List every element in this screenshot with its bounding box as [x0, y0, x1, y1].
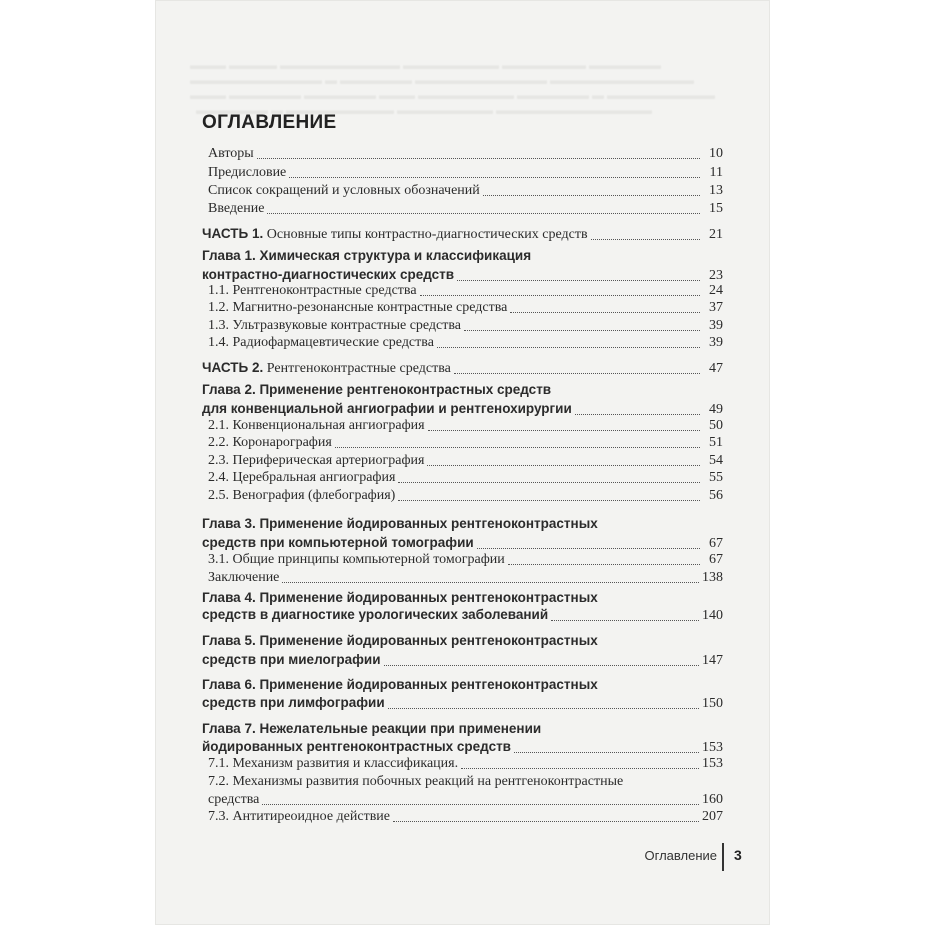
- toc-entry[interactable]: [0, 486, 925, 505]
- dot-leader: [289, 176, 700, 178]
- dot-leader: [508, 563, 700, 565]
- page-number: 67: [709, 552, 723, 567]
- dot-leader: [510, 311, 700, 313]
- entry-label: средств при лимфографии: [202, 695, 385, 710]
- entry-label: 2.4. Церебральная ангиография: [208, 470, 396, 485]
- entry-label: 2.5. Венография (флебография): [208, 488, 396, 503]
- dot-leader: [335, 446, 700, 448]
- dot-leader: [514, 751, 699, 753]
- dot-leader: [420, 294, 700, 296]
- dot-leader: [461, 767, 699, 769]
- dot-leader: [427, 464, 700, 466]
- dot-leader: [464, 329, 700, 331]
- part-prefix: ЧАСТЬ 1.: [202, 226, 264, 241]
- dot-leader: [398, 499, 700, 501]
- toc-chapter-entry[interactable]: [0, 693, 925, 712]
- toc-entry[interactable]: [0, 199, 925, 218]
- toc-part-entry[interactable]: [0, 358, 925, 377]
- entry-label: средств в диагностике урологических заболеваний: [202, 607, 549, 622]
- chapter-title-line[interactable]: Глава 5. Применение йодированных рентгеноконтрастных: [202, 633, 598, 648]
- page-number: 39: [709, 318, 723, 333]
- dot-leader: [267, 212, 700, 214]
- entry-label: контрастно-диагностических средств: [202, 267, 455, 282]
- chapter-title-line[interactable]: Глава 2. Применение рентгеноконтрастных средств: [202, 382, 552, 397]
- entry-label: йодированных рентгеноконтрастных средств: [202, 739, 511, 754]
- page-number: 153: [702, 740, 723, 755]
- page-number: 51: [709, 435, 723, 450]
- entry-label: 2.3. Периферическая артериография: [208, 453, 425, 468]
- page-number: 140: [702, 608, 723, 623]
- toc-entry[interactable]: [0, 333, 925, 352]
- page-number: 67: [709, 536, 723, 551]
- dot-leader: [591, 238, 700, 240]
- page-number: 39: [709, 335, 723, 350]
- entry-label: Авторы: [208, 146, 254, 161]
- toc-entry[interactable]: [0, 550, 925, 569]
- chapter-title-line[interactable]: Глава 7. Нежелательные реакции при применении: [202, 721, 542, 736]
- entry-label: 1.4. Радиофармацевтические средства: [208, 335, 434, 350]
- toc-entry[interactable]: [0, 468, 925, 487]
- page-number: 13: [709, 183, 723, 198]
- page-number: 21: [709, 227, 723, 242]
- page-number: 160: [702, 792, 723, 807]
- chapter-title-line[interactable]: Глава 3. Применение йодированных рентгеноконтрастных: [202, 516, 598, 531]
- page-number: 47: [709, 361, 723, 376]
- page-number: 54: [709, 453, 723, 468]
- page-number: 11: [709, 165, 723, 180]
- page-number: 24: [709, 283, 723, 298]
- entry-label: 1.2. Магнитно-резонансные контрастные средства: [208, 300, 508, 315]
- dot-leader: [384, 664, 700, 666]
- entry-label: Основные типы контрастно-диагностических средств: [266, 227, 588, 242]
- toc-chapter-entry[interactable]: [0, 605, 925, 624]
- chapter-title-line[interactable]: Глава 4. Применение йодированных рентгеноконтрастных: [202, 590, 598, 605]
- entry-label: для конвенциальной ангиографии и рентгенохирургии: [202, 401, 572, 416]
- toc-entry[interactable]: [0, 181, 925, 200]
- chapter-title-line[interactable]: Глава 6. Применение йодированных рентгеноконтрастных: [202, 677, 598, 692]
- entry-title-line[interactable]: 7.2. Механизмы развития побочных реакций на рентгеноконтрастные: [208, 774, 624, 789]
- dot-leader: [477, 547, 700, 549]
- toc-heading: ОГЛАВЛЕНИЕ: [202, 112, 337, 133]
- page-number: 138: [702, 570, 723, 585]
- entry-label: 2.1. Конвенциональная ангиография: [208, 418, 425, 433]
- entry-label: 1.1. Рентгеноконтрастные средства: [208, 283, 417, 298]
- toc-chapter-entry[interactable]: [0, 650, 925, 669]
- page-number: 23: [709, 268, 723, 283]
- dot-leader: [551, 619, 699, 621]
- page-number: 207: [702, 809, 723, 824]
- chapter-title-line[interactable]: Глава 1. Химическая структура и классификация: [202, 248, 532, 263]
- entry-label: 1.3. Ультразвуковые контрастные средства: [208, 318, 462, 333]
- entry-label: Введение: [208, 201, 265, 216]
- dot-leader: [437, 346, 700, 348]
- dot-leader: [575, 413, 700, 415]
- toc-entry[interactable]: [0, 163, 925, 182]
- toc-entry[interactable]: [0, 754, 925, 773]
- page-number: 150: [702, 696, 723, 711]
- dot-leader: [262, 803, 699, 805]
- page-number: 15: [709, 201, 723, 216]
- toc-entry[interactable]: [0, 433, 925, 452]
- page-number: 153: [702, 756, 723, 771]
- dot-leader: [257, 157, 700, 159]
- entry-label: 3.1. Общие принципы компьютерной томографии: [208, 552, 505, 567]
- entry-label: 7.3. Антитиреоидное действие: [208, 809, 391, 824]
- toc-entry[interactable]: [0, 298, 925, 317]
- page-number: 49: [709, 402, 723, 417]
- dot-leader: [454, 372, 700, 374]
- page-number: 147: [702, 653, 723, 668]
- toc-part-entry[interactable]: [0, 224, 925, 243]
- dot-leader: [398, 481, 700, 483]
- entry-label: 7.1. Механизм развития и классификация.: [208, 756, 459, 771]
- running-footer-title: Оглавление: [644, 848, 717, 863]
- entry-label: Список сокращений и условных обозначений: [208, 183, 480, 198]
- page-number: 10: [709, 146, 723, 161]
- page-number-footer: 3: [734, 847, 742, 863]
- toc-entry[interactable]: [0, 144, 925, 163]
- entry-label: средств при компьютерной томографии: [202, 535, 474, 550]
- dot-leader: [483, 194, 700, 196]
- footer-divider: [722, 843, 724, 871]
- part-prefix: ЧАСТЬ 2.: [202, 360, 264, 375]
- show-through-texture: ▬▬▬ ▬▬▬▬ ▬▬▬▬▬▬▬▬▬▬ ▬▬▬▬▬▬▬▬ ▬▬▬▬▬▬▬ ▬▬▬▬▬▬ ▬▬▬▬▬▬▬▬▬▬▬ ▬ ▬▬▬▬▬▬ ▬▬▬▬▬▬▬▬▬▬▬ ▬▬▬▬▬▬▬▬▬▬▬▬ ▬▬▬ ▬▬▬▬▬▬ ▬▬▬▬▬▬ ▬▬▬ ▬▬▬▬▬▬▬▬ ▬▬▬▬▬▬ ▬ ▬▬▬▬▬▬▬▬▬ ▬▬▬▬▬▬ ▬ ▬▬▬▬▬▬▬▬▬ ▬▬▬▬▬▬▬▬ ▬▬▬▬▬▬▬▬▬▬▬▬▬: [190, 58, 715, 117]
- page-number: 50: [709, 418, 723, 433]
- dot-leader: [428, 429, 700, 431]
- page-number: 56: [709, 488, 723, 503]
- dot-leader: [388, 707, 699, 709]
- entry-label: Заключение: [208, 570, 280, 585]
- entry-label: 2.2. Коронарография: [208, 435, 332, 450]
- toc-entry[interactable]: [0, 807, 925, 826]
- entry-label: средства: [208, 792, 260, 807]
- entry-label: Предисловие: [208, 165, 287, 180]
- dot-leader: [393, 820, 699, 822]
- toc-entry[interactable]: [0, 568, 925, 587]
- entry-label: Рентгеноконтрастные средства: [266, 361, 451, 376]
- page-number: 37: [709, 300, 723, 315]
- dot-leader: [282, 581, 699, 583]
- page-number: 55: [709, 470, 723, 485]
- entry-label: средств при миелографии: [202, 652, 381, 667]
